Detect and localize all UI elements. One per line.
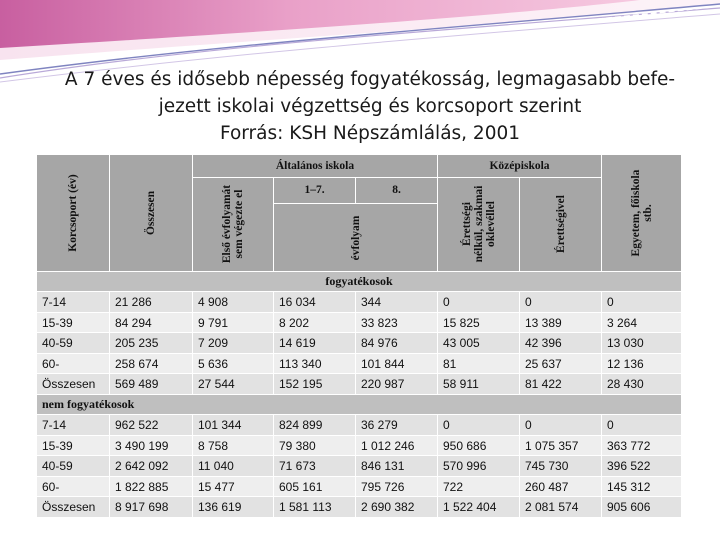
value-cell: 113 340 — [274, 353, 356, 374]
value-cell: 570 996 — [438, 456, 520, 477]
table-row — [37, 333, 682, 354]
education-table — [36, 154, 682, 518]
value-cell: 605 161 — [274, 476, 356, 497]
value-cell: 1 581 113 — [274, 497, 356, 518]
value-cell: 4 908 — [193, 292, 274, 313]
value-cell: 2 690 382 — [356, 497, 438, 518]
value-cell: 0 — [520, 292, 602, 313]
section-label: nem fogyatékosok — [37, 394, 682, 415]
value-cell: 15 825 — [438, 312, 520, 333]
table-row — [37, 435, 682, 456]
table-row — [37, 292, 682, 313]
value-cell: 43 005 — [438, 333, 520, 354]
value-cell: 101 344 — [193, 415, 274, 436]
value-cell: 5 636 — [193, 353, 274, 374]
header-korcsoport: Korcsoport (év) — [37, 155, 110, 272]
value-cell: 2 081 574 — [520, 497, 602, 518]
table-row — [37, 353, 682, 374]
title-line-1: A 7 éves és idősebb népesség fogyatékosság, legmagasabb befe- — [64, 69, 676, 90]
value-cell: 0 — [438, 292, 520, 313]
value-cell: 13 389 — [520, 312, 602, 333]
value-cell: 14 619 — [274, 333, 356, 354]
row-label-cell: 7-14 — [37, 415, 110, 436]
value-cell: 36 279 — [356, 415, 438, 436]
value-cell: 16 034 — [274, 292, 356, 313]
value-cell: 220 987 — [356, 374, 438, 395]
table-row — [37, 415, 682, 436]
value-cell: 396 522 — [602, 456, 682, 477]
row-label-cell: 15-39 — [37, 435, 110, 456]
value-cell: 1 822 885 — [110, 476, 193, 497]
value-cell: 79 380 — [274, 435, 356, 456]
value-cell: 28 430 — [602, 374, 682, 395]
value-cell: 21 286 — [110, 292, 193, 313]
value-cell: 152 195 — [274, 374, 356, 395]
section-row — [37, 394, 682, 415]
title-line-2: jezett iskolai végzettség és korcsoport szerint — [158, 96, 582, 117]
value-cell: 8 917 698 — [110, 497, 193, 518]
table-row — [37, 374, 682, 395]
header-kozepiskola: Középiskola — [438, 155, 602, 178]
value-cell: 7 209 — [193, 333, 274, 354]
value-cell: 2 642 092 — [110, 456, 193, 477]
value-cell: 58 911 — [438, 374, 520, 395]
value-cell: 363 772 — [602, 435, 682, 456]
value-cell: 0 — [520, 415, 602, 436]
title-source-line: Forrás: KSH Népszámlálás, 2001 — [219, 123, 521, 144]
row-label-cell: 60- — [37, 476, 110, 497]
value-cell: 795 726 — [356, 476, 438, 497]
value-cell: 25 637 — [520, 353, 602, 374]
value-cell: 3 490 199 — [110, 435, 193, 456]
value-cell: 71 673 — [274, 456, 356, 477]
value-cell: 81 422 — [520, 374, 602, 395]
row-label-cell: 7-14 — [37, 292, 110, 313]
table-row — [37, 456, 682, 477]
table-row — [37, 476, 682, 497]
value-cell: 42 396 — [520, 333, 602, 354]
value-cell: 824 899 — [274, 415, 356, 436]
value-cell: 260 487 — [520, 476, 602, 497]
header-erettsegi-nelkul: Érettségi nélkül, szakmai oklevéllel — [438, 177, 520, 271]
value-cell: 101 844 — [356, 353, 438, 374]
value-cell: 1 075 357 — [520, 435, 602, 456]
header-altalanos-iskola: Általános iskola — [193, 155, 438, 178]
header-osszesen: Összesen — [110, 155, 193, 272]
value-cell: 745 730 — [520, 456, 602, 477]
value-cell: 0 — [602, 292, 682, 313]
value-cell: 13 030 — [602, 333, 682, 354]
value-cell: 11 040 — [193, 456, 274, 477]
value-cell: 84 976 — [356, 333, 438, 354]
value-cell: 27 544 — [193, 374, 274, 395]
value-cell: 9 791 — [193, 312, 274, 333]
value-cell: 136 619 — [193, 497, 274, 518]
row-label-cell: 40-59 — [37, 456, 110, 477]
value-cell: 962 522 — [110, 415, 193, 436]
header-egyetem: Egyetem, főiskola stb. — [602, 155, 682, 272]
value-cell: 1 522 404 — [438, 497, 520, 518]
row-label-cell: 60- — [37, 353, 110, 374]
header-evfolyam: évfolyam — [274, 204, 438, 272]
header-1-7: 1–7. — [274, 177, 356, 204]
header-erettsegivel: Érettségivel — [520, 177, 602, 271]
row-label-cell: Összesen — [37, 374, 110, 395]
value-cell: 8 202 — [274, 312, 356, 333]
value-cell: 145 312 — [602, 476, 682, 497]
value-cell: 1 012 246 — [356, 435, 438, 456]
value-cell: 84 294 — [110, 312, 193, 333]
value-cell: 0 — [602, 415, 682, 436]
value-cell: 12 136 — [602, 353, 682, 374]
row-label-cell: Összesen — [37, 497, 110, 518]
value-cell: 8 758 — [193, 435, 274, 456]
header-8: 8. — [356, 177, 438, 204]
header-elso-evfolyam: Első évfolyamát sem végezte el — [193, 177, 274, 271]
section-label: fogyatékosok — [37, 271, 682, 292]
row-label-cell: 40-59 — [37, 333, 110, 354]
section-row — [37, 271, 682, 292]
value-cell: 905 606 — [602, 497, 682, 518]
slide-title — [60, 66, 680, 147]
value-cell: 3 264 — [602, 312, 682, 333]
value-cell: 205 235 — [110, 333, 193, 354]
table-row — [37, 312, 682, 333]
value-cell: 846 131 — [356, 456, 438, 477]
value-cell: 344 — [356, 292, 438, 313]
row-label-cell: 15-39 — [37, 312, 110, 333]
value-cell: 258 674 — [110, 353, 193, 374]
value-cell: 722 — [438, 476, 520, 497]
value-cell: 33 823 — [356, 312, 438, 333]
value-cell: 81 — [438, 353, 520, 374]
value-cell: 15 477 — [193, 476, 274, 497]
value-cell: 950 686 — [438, 435, 520, 456]
value-cell: 0 — [438, 415, 520, 436]
table-row — [37, 497, 682, 518]
value-cell: 569 489 — [110, 374, 193, 395]
